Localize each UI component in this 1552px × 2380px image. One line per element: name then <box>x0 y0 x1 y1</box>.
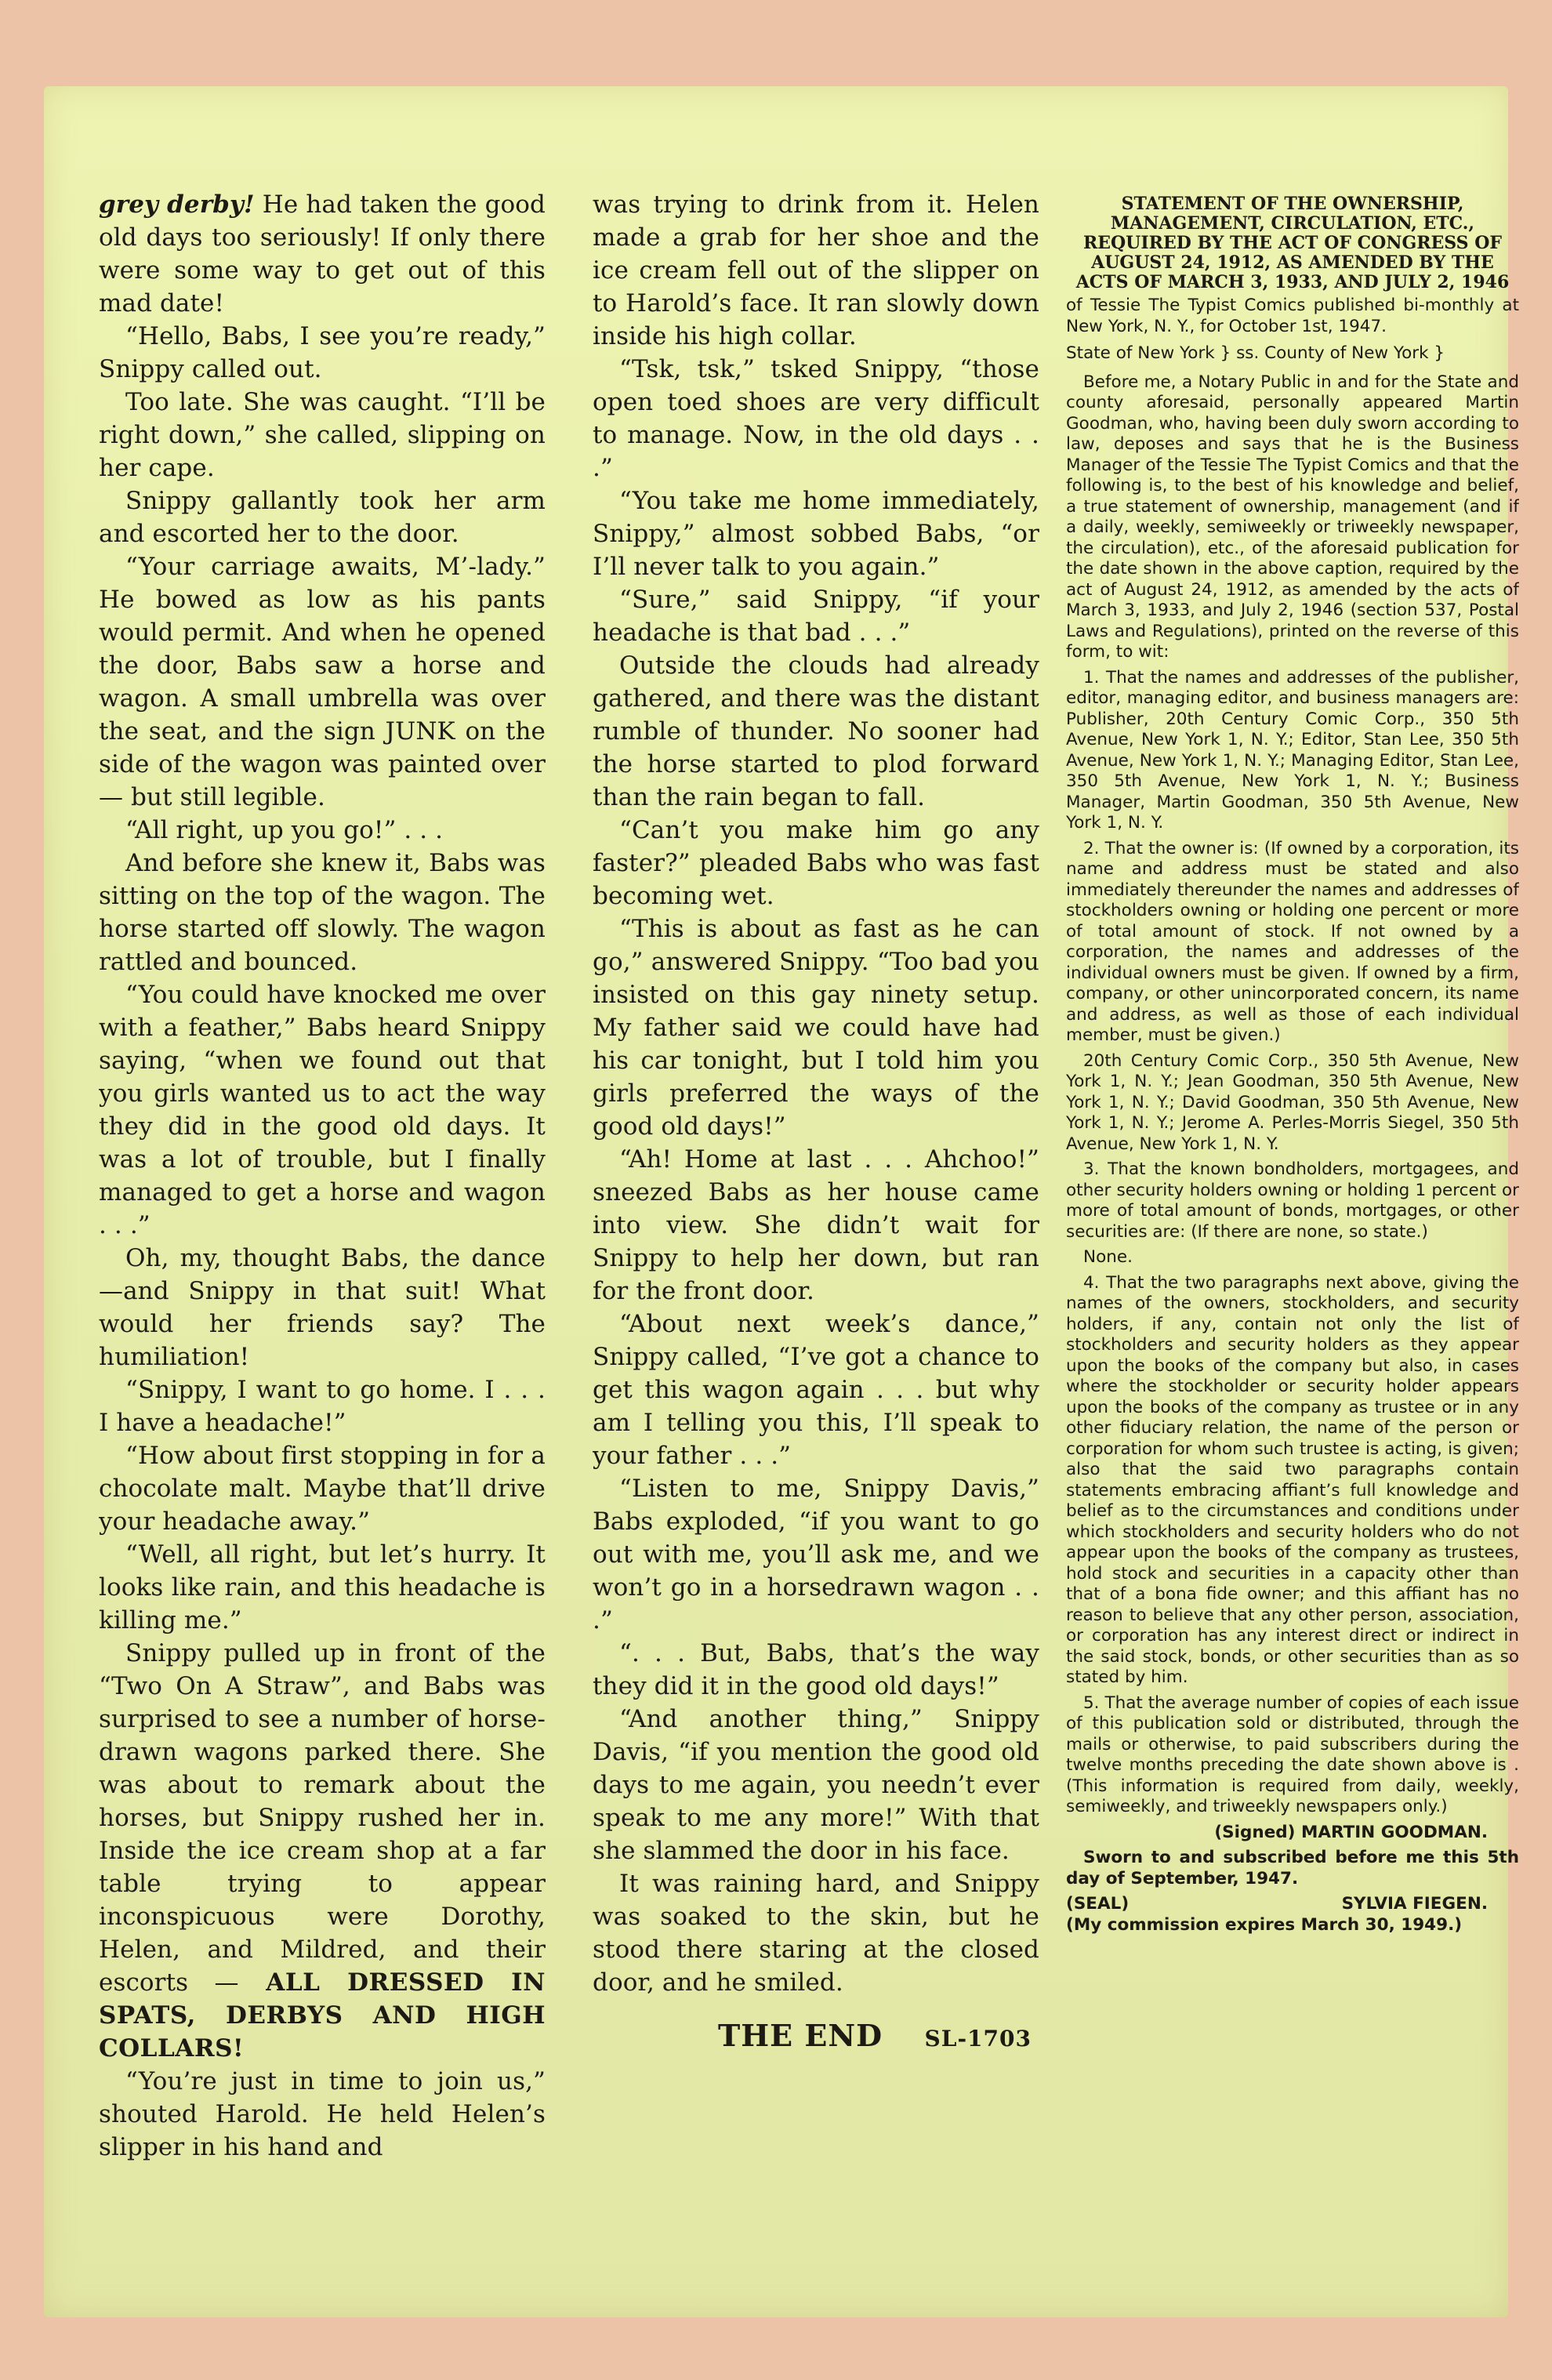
story-code: SL-1703 <box>924 2026 1032 2052</box>
story-paragraph <box>99 978 546 1242</box>
ownership-statement <box>1066 194 1519 2327</box>
statement-paragraphs <box>1066 372 1519 1818</box>
story-paragraph <box>99 1373 546 1439</box>
story-paragraph <box>99 1637 546 2065</box>
notary-name: SYLVIA FIEGEN. <box>1341 1894 1488 1914</box>
story-paragraph <box>99 847 546 978</box>
the-end-label: THE END <box>718 2018 883 2053</box>
statement-paragraph: 2. That the owner is: (If owned by a corporation, its name and address must be stated and also immediately thereunder the names and addresses of stockholders owning or holding one percent or more of total amount of stock. If not owned by a corporation, the names and addresses of the individual owners must be given. If owned by a firm, company, or other unincorporated concern, its name and address, as well as those of each individual member, must be given.) <box>1066 838 1519 1045</box>
statement-sworn: Sworn to and subscribed before me this 5th day of September, 1947. <box>1066 1848 1519 1888</box>
story-paragraph <box>593 1703 1039 1867</box>
story-paragraph <box>99 320 546 386</box>
story-paragraph <box>593 583 1039 649</box>
story-caps-text: ALL DRESSED IN SPATS, DERBYS AND HIGH COLLARS! <box>99 1968 546 2063</box>
story-column-left <box>99 188 546 2297</box>
story-text: He had taken the good old days too seriously! If only there were some way to get out of this mad date! <box>99 190 546 317</box>
statement-paragraph: 5. That the average number of copies of each issue of this publication sold or distributed, through the mails or otherwise, to paid subscribers during the twelve months preceding the date shown above is . (This information is required from daily, weekly, semiweekly, and triweekly newspapers only.) <box>1066 1692 1519 1816</box>
story-text: “Sure,” said Snippy, “if your headache is that bad . . .” <box>593 586 1039 647</box>
story-text: “And another thing,” Snippy Davis, “if you mention the good old days to me again, you needn’t ever speak to me any more!” With that she slammed the door in his face. <box>593 1705 1039 1865</box>
statement-paragraph: 4. That the two paragraphs next above, giving the names of the owners, stockholders, and security holders, if any, contain not only the list of stockholders and security holders as they appear upon the books of the company but also, in cases where the stockholder or security holder appears upon the books of the company as trustee or in any other fiduciary relation, the name of the person or corporation for whom such trustee is acting, is given; also that the said two paragraphs contain statements embracing affiant’s full knowledge and belief as to the circumstances and conditions under which stockholders and security holders who do not appear upon the books of the company as trustees, hold stock and securities in a capacity other than that of a bona fide owner; and this affiant has no reason to believe that any other person, association, or corporation has any interest direct or indirect in the said stock, bonds, or other securities than as so stated by him. <box>1066 1272 1519 1687</box>
story-paragraph <box>593 484 1039 583</box>
story-text: “How about first stopping in for a chocolate malt. Maybe that’ll drive your headache away.” <box>99 1442 546 1536</box>
story-text: Outside the clouds had already gathered, and there was the distant rumble of thunder. No sooner had the horse started to plod forward than the rain began to fall. <box>593 651 1039 811</box>
story-text: “Ah! Home at last . . . Ahchoo!” sneezed Babs as her house came into view. She didn’t wait for Snippy to help her down, but ran for the front door. <box>593 1145 1039 1305</box>
story-paragraph <box>99 550 546 814</box>
story-text: was trying to drink from it. Helen made a grab for her shoe and the ice cream fell out of the slipper on to Harold’s face. It ran slowly down inside his high collar. <box>593 190 1039 350</box>
story-paragraph <box>99 386 546 484</box>
story-text: “About next week’s dance,” Snippy called, “I’ve got a chance to get this wagon again . . . but why am I telling you this, I’ll speak to your father . . .” <box>593 1310 1039 1470</box>
story-paragraph <box>593 1637 1039 1703</box>
story-text: “You’re just in time to join us,” shouted Harold. He held Helen’s slipper in his hand and <box>99 2067 546 2161</box>
story-paragraph <box>593 353 1039 484</box>
statement-intro: of Tessie The Typist Comics published bi-monthly at New York, N. Y., for October 1st, 1947. <box>1066 296 1519 336</box>
statement-seal-line <box>1066 1894 1519 1915</box>
story-text: Snippy gallantly took her arm and escorted her to the door. <box>99 487 546 548</box>
story-text: “All right, up you go!” . . . <box>125 816 444 844</box>
story-text: Snippy pulled up in front of the “Two On A Straw”, and Babs was surprised to see a number of horse-drawn wagons parked there. She was about to remark about the horses, but Snippy rushed her in. Inside the ice cream shop at a far table trying to appear inconspicuous were Dorothy, Helen, and Mildred, and their escorts — <box>99 1639 546 1997</box>
statement-venue: State of New York } ss. County of New York } <box>1066 343 1445 363</box>
story-text: Oh, my, thought Babs, the dance—and Snippy in that suit! What would her friends say? The humiliation! <box>99 1244 546 1371</box>
statement-paragraph: 20th Century Comic Corp., 350 5th Avenue, New York 1, N. Y.; Jean Goodman, 350 5th Avenue, New York 1, N. Y.; David Goodman, 350 5th Avenue, New York 1, N. Y.; Jerome A. Perles-Morris Siegel, 350 5th Avenue, New York 1, N. Y. <box>1066 1050 1519 1154</box>
story-paragraph <box>593 1867 1039 1999</box>
statement-paragraph: Before me, a Notary Public in and for the State and county aforesaid, personally appeared Martin Goodman, who, having been duly sworn according to law, deposes and says that he is the Business Manager of the Tessie The Typist Comics and that the following is, to the best of his knowledge and belief, a true statement of ownership, management (and if a daily, weekly, semiweekly or triweekly newspaper, the circulation), etc., of the aforesaid publication for the date shown in the above caption, required by the act of August 24, 1912, as amended by the acts of March 3, 1933, and July 2, 1946 (section 537, Postal Laws and Regulations), printed on the reverse of this form, to wit: <box>1066 372 1519 662</box>
story-text: “Hello, Babs, I see you’re ready,” Snippy called out. <box>99 322 546 383</box>
story-paragraph <box>99 1538 546 1637</box>
story-text: “You could have knocked me over with a feather,” Babs heard Snippy saying, “when we found out that you girls wanted us to act the way they did in the good old days. It was a lot of trouble, but I finally managed to get a horse and wagon . . .” <box>99 981 546 1239</box>
story-text: “Can’t you make him go any faster?” pleaded Babs who was fast becoming wet. <box>593 816 1039 910</box>
story-paragraph <box>99 814 546 847</box>
story-paragraph <box>593 912 1039 1143</box>
story-lead-phrase: grey derby! <box>99 190 255 219</box>
story-paragraph <box>99 2065 546 2164</box>
story-paragraph <box>99 1439 546 1538</box>
statement-heading: STATEMENT OF THE OWNERSHIP, MANAGEMENT, CIRCULATION, ETC., REQUIRED BY THE ACT OF CONGRESS OF AUGUST 24, 1912, AS AMENDED BY THE ACTS OF MARCH 3, 1933, AND JULY 2, 1946 <box>1075 194 1510 292</box>
statement-paragraph: None. <box>1083 1247 1133 1267</box>
story-text: “You take me home immediately, Snippy,” almost sobbed Babs, “or I’ll never talk to you again.” <box>593 487 1039 581</box>
story-text: It was raining hard, and Snippy was soaked to the skin, but he stood there staring at the closed door, and he smiled. <box>593 1870 1039 1997</box>
story-text: “This is about as fast as he can go,” answered Snippy. “Too bad you insisted on this gay ninety setup. My father said we could have had his car tonight, but I told him you girls preferred the ways of the good old days!” <box>593 915 1039 1141</box>
statement-signature: (Signed) MARTIN GOODMAN. <box>1214 1822 1488 1842</box>
story-text: Too late. She was caught. “I’ll be right down,” she called, slipping on her cape. <box>99 388 546 482</box>
story-text: “Snippy, I want to go home. I . . . I have a headache!” <box>99 1376 546 1437</box>
story-paragraph <box>99 484 546 550</box>
story-column-middle <box>593 188 1039 2297</box>
story-paragraph <box>593 1308 1039 1472</box>
story-paragraph <box>99 188 546 320</box>
story-paragraph <box>593 814 1039 912</box>
seal-label: (SEAL) <box>1066 1894 1130 1914</box>
comic-text-page <box>44 86 1519 2317</box>
statement-paragraph: 1. That the names and addresses of the publisher, editor, managing editor, and business managers are: Publisher, 20th Century Comic Corp., 350 5th Avenue, New York 1, N. Y.; Editor, Stan Lee, 350 5th Avenue, New York 1, N. Y.; Managing Editor, Stan Lee, 350 5th Avenue, New York 1, N. Y.; Business Manager, Martin Goodman, 350 5th Avenue, New York 1, N. Y. <box>1066 667 1519 833</box>
story-text: “Listen to me, Snippy Davis,” Babs exploded, “if you want to go out with me, you’ll ask me, and we won’t go in a horsedrawn wagon . . .” <box>593 1475 1039 1634</box>
statement-paragraph: 3. That the known bondholders, mortgagees, and other security holders owning or holding 1 percent or more of total amount of bonds, mortgages, or other securities are: (If there are none, so state.) <box>1066 1159 1519 1242</box>
story-paragraph <box>99 1242 546 1373</box>
story-paragraph <box>593 1472 1039 1637</box>
story-text: “Your carriage awaits, M’-lady.” He bowed as low as his pants would permit. And when he opened the door, Babs saw a horse and wagon. A small umbrella was over the seat, and the sign JUNK on the side of the wagon was painted over — but still legible. <box>99 553 546 811</box>
notary-commission: (My commission expires March 30, 1949.) <box>1066 1914 1463 1935</box>
story-paragraph <box>593 1143 1039 1308</box>
story-text: “Tsk, tsk,” tsked Snippy, “those open toed shoes are very difficult to manage. Now, in the old days . . .” <box>593 355 1039 482</box>
story-paragraph <box>593 188 1039 353</box>
story-text: And before she knew it, Babs was sitting on the top of the wagon. The horse started off slowly. The wagon rattled and bounced. <box>99 849 546 976</box>
story-paragraph <box>593 649 1039 814</box>
story-text: “Well, all right, but let’s hurry. It looks like rain, and this headache is killing me.” <box>99 1540 546 1634</box>
story-text: “. . . But, Babs, that’s the way they did it in the good old days!” <box>593 1639 1039 1700</box>
story-end-line <box>593 2019 1039 2055</box>
